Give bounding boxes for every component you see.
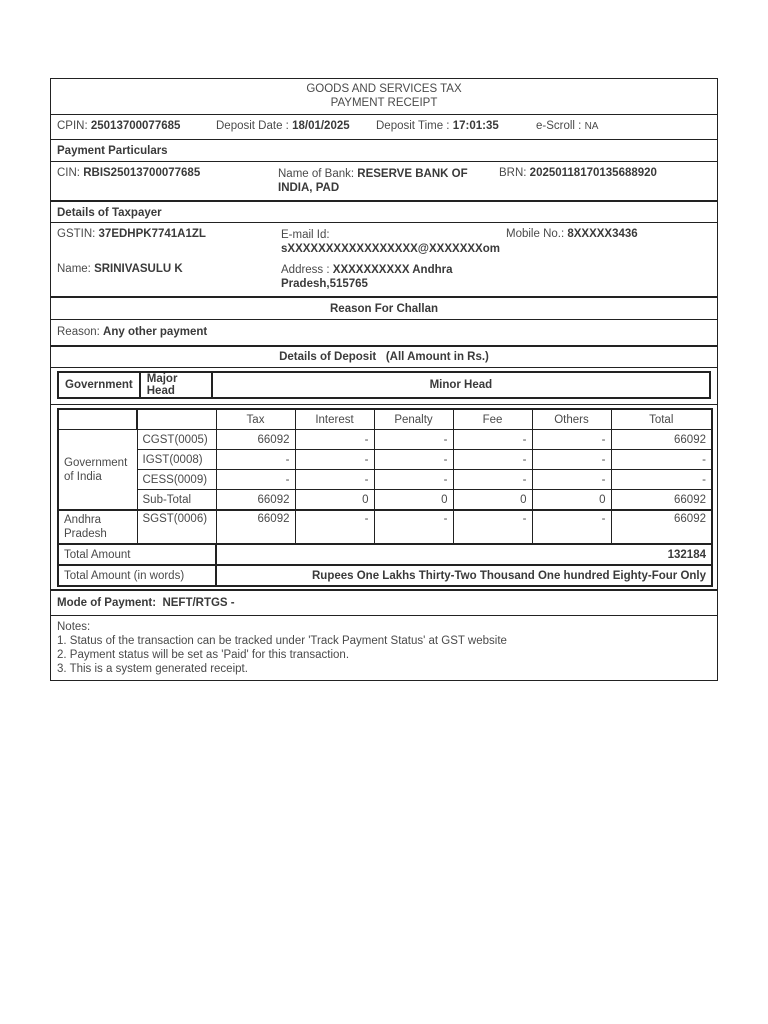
col-major-head: Major Head [140, 372, 212, 398]
cell: - [611, 470, 712, 490]
cell: - [295, 430, 374, 450]
cell: 66092 [611, 510, 712, 544]
payment-receipt [50, 78, 718, 681]
subcol-others: Others [532, 409, 611, 430]
deposit-head-table [57, 371, 711, 399]
payment-particulars [51, 162, 717, 202]
subcol-total: Total [611, 409, 712, 430]
cell: - [453, 430, 532, 450]
government-of-india: Government of India [58, 430, 137, 511]
cell: - [453, 470, 532, 490]
cin: CIN: RBIS25013700077685 [57, 167, 201, 179]
gstin: GSTIN: 37EDHPK7741A1ZL [57, 228, 206, 240]
words-label: Total Amount (in words) [58, 565, 216, 586]
taxpayer-details [51, 223, 717, 298]
total-in-words: Rupees One Lakhs Thirty-Two Thousand One hundred Eighty-Four Only [216, 565, 712, 586]
note-item: 3. This is a system generated receipt. [57, 663, 248, 675]
cell: - [611, 450, 712, 470]
major-head: CESS(0009) [137, 470, 216, 490]
receipt-info-row [51, 115, 717, 140]
state-name: Andhra Pradesh [58, 510, 137, 544]
cell: - [453, 450, 532, 470]
cell: - [453, 510, 532, 544]
cell: - [216, 470, 295, 490]
taxpayer-name: Name: SRINIVASULU K [57, 263, 183, 275]
col-government: Government [58, 372, 140, 398]
table-row [58, 450, 712, 470]
cell: - [295, 510, 374, 544]
cell: 66092 [216, 430, 295, 450]
table-row [58, 430, 712, 450]
major-head: SGST(0006) [137, 510, 216, 544]
title-line-2: PAYMENT RECEIPT [330, 97, 438, 109]
payment-particulars-heading: Payment Particulars [51, 140, 717, 162]
cell: - [532, 510, 611, 544]
cell: 0 [295, 490, 374, 511]
cell: 66092 [216, 490, 295, 511]
blank-cell [137, 409, 216, 430]
title-line-1: GOODS AND SERVICES TAX [306, 83, 462, 95]
bank-name: Name of Bank: RESERVE BANK OF INDIA, PAD [278, 168, 468, 194]
e-scroll: e-Scroll : NA [536, 120, 599, 132]
note-item: 2. Payment status will be set as 'Paid' for this transaction. [57, 649, 350, 661]
total-label: Total Amount [58, 544, 216, 565]
col-minor-head: Minor Head [212, 372, 710, 398]
cell: 66092 [216, 510, 295, 544]
cell: - [374, 510, 453, 544]
mode-of-payment: Mode of Payment: NEFT/RTGS - [51, 591, 717, 616]
receipt-title [51, 79, 717, 115]
cell: - [532, 450, 611, 470]
subcol-interest: Interest [295, 409, 374, 430]
notes [51, 616, 717, 680]
note-item: 1. Status of the transaction can be tracked under 'Track Payment Status' at GST website [57, 635, 507, 647]
cell: 66092 [611, 430, 712, 450]
deposit-heading: Details of Deposit (All Amount in Rs.) [51, 347, 717, 368]
major-head: Sub-Total [137, 490, 216, 511]
subcol-header-row [58, 409, 712, 430]
subcol-tax: Tax [216, 409, 295, 430]
taxpayer-heading: Details of Taxpayer [51, 202, 717, 223]
deposit-date: Deposit Date : 18/01/2025 [216, 120, 350, 132]
cell: - [374, 450, 453, 470]
notes-title: Notes: [57, 621, 91, 633]
table-row [58, 470, 712, 490]
subcol-penalty: Penalty [374, 409, 453, 430]
cell: - [295, 450, 374, 470]
subtotal-row [58, 490, 712, 511]
reason-for-challan-heading: Reason For Challan [51, 298, 717, 320]
total-row [58, 544, 712, 565]
cell: - [532, 470, 611, 490]
cell: - [295, 470, 374, 490]
cell: 0 [532, 490, 611, 511]
blank-cell [58, 409, 137, 430]
cell: 0 [453, 490, 532, 511]
cell: 66092 [611, 490, 712, 511]
email: E-mail Id: sXXXXXXXXXXXXXXXXX@XXXXXXXom [281, 229, 500, 255]
deposit-section [51, 347, 717, 591]
words-row [58, 565, 712, 586]
subcol-fee: Fee [453, 409, 532, 430]
reason-row: Reason: Any other payment [51, 320, 717, 347]
cpin: CPIN: 25013700077685 [57, 120, 181, 132]
cell: 0 [374, 490, 453, 511]
deposit-time: Deposit Time : 17:01:35 [376, 120, 499, 132]
cell: - [532, 430, 611, 450]
brn: BRN: 20250118170135688920 [499, 167, 657, 179]
major-head: IGST(0008) [137, 450, 216, 470]
cell: - [374, 430, 453, 450]
cell: - [374, 470, 453, 490]
total-amount: 132184 [216, 544, 712, 565]
major-head: CGST(0005) [137, 430, 216, 450]
cell: - [216, 450, 295, 470]
address: Address : XXXXXXXXXX Andhra Pradesh,515765 [281, 264, 453, 290]
mobile: Mobile No.: 8XXXXX3436 [506, 228, 638, 240]
state-row [58, 510, 712, 544]
deposit-table [57, 408, 713, 587]
